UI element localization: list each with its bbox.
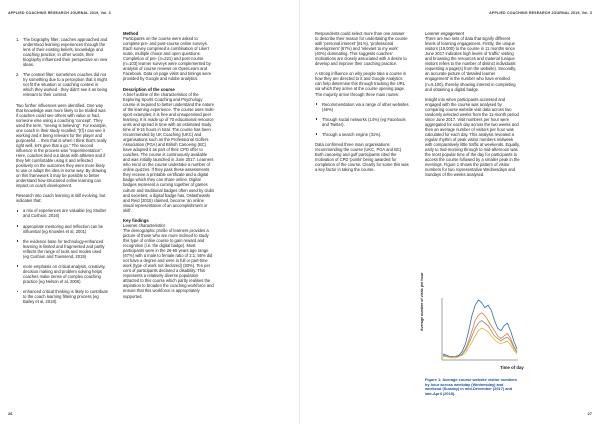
- bullet-icon: [316, 118, 318, 120]
- x-axis-label: Time of day: [500, 365, 524, 370]
- bullet-icon: [17, 240, 19, 242]
- paragraph: A strong influence on why people take a course is how they are directed to it and Google Analytics can help determine this through tracking the URL via which they arrive at the course opening page. The majority arrive through three main routes:: [315, 71, 406, 97]
- heading-method: Method: [123, 31, 139, 36]
- y-axis-label: Average number of visits per hour: [420, 272, 424, 331]
- paragraph: Data confirmed three main organisations recommending the course (UKC, PGA and BC). Both canoeing and golf participants cited the motivation of CPD 'points' being awarded for completion of the course. Clearly for some this was a key factor in taking the course.: [315, 141, 409, 173]
- paragraph: There are two sets of data that signify different levels of learning engagement. Firstly, the unique visitors (19,000) to the course in 11 months since June 2017 indicates high levels of 'traffic' visiting and browsing the resources and material (unique visitors refers to the number of distinct individuals requesting a page(s) from the website). Secondly, an accurate picture of 'detailed learner engagement' is the number who have enrolled (n=5,100), thereby showing interest in completing and obtaining a digital badge.: [425, 36, 517, 92]
- column-4: [425, 31, 520, 182]
- paragraph: Participants on the course were asked to complete pre- and post-course online surveys. Each survey comprised a combination of Likert scale, multiple choice and open questions. Completion of pre- (n=221) and post-course (n=103) learner surveys were complemented by analysis of course reviews on OpenLearn and Facebook. Data on page visits and timings were provided by Google and Adobe analytics.: [123, 36, 212, 82]
- list-item: more emphasis on critical analysis, creativity, decision making and problem solving helps coaches make sense of complex coaching practice (eg Nelson et al, 2006): [16, 264, 108, 284]
- column-3: [315, 31, 409, 177]
- paragraph: The demographic profile of learners provides a picture of those who are more inclined to study this type of online course to gain reward and recognition (i.e. the digital badge). Most participants were in the 26-55 years age range (67%) with a male to female ratio of 2:1; 55% did not have a degree and were in full or part-time work (type of work not declared) (83%). Ten per cent of participants declared a disability. This represents a relatively diverse population attracted to this course which partly realises the aspiration to broaden the coaching workforce and ensure that this workforce is appropriately supported.: [123, 227, 214, 299]
- bullet-icon: [316, 133, 318, 135]
- list-item: Through a search engine (31%).: [315, 132, 409, 137]
- list-item: the evidence base for technology-enhanced learning is limited and fragmented and partly reflects the range of tools and modes used (eg Cushion and Townsend, 2019): [16, 239, 108, 259]
- bullet-icon: [17, 225, 19, 227]
- research-bullets: [16, 208, 108, 304]
- page-number-left: 26: [8, 411, 13, 416]
- column-1: [16, 37, 108, 309]
- route-bullets: [315, 102, 409, 137]
- list-item: enhanced critical thinking is likely to contribute to the coach learning filtering process (eg Bailey et al, 2018).: [16, 289, 108, 304]
- bullet-icon: [17, 291, 19, 293]
- page-gutter: [299, 0, 300, 424]
- heading-findings: Key findings: [123, 217, 149, 223]
- subheading-learner-engagement: Learner engagement: [425, 31, 464, 36]
- chart-plot: [430, 296, 520, 364]
- running-header-left: APPLIED COACHING RESEARCH JOURNAL 2019, Vol. 3: [8, 11, 111, 15]
- subheading-learner-characteristics: Learner characteristics: [123, 222, 166, 228]
- list-item: Through social networks (14%) (eg Facebook and Twitter).: [315, 117, 409, 127]
- bullet-icon: [316, 103, 318, 105]
- figure-1-chart: [420, 272, 524, 372]
- bullet-icon: [17, 210, 19, 212]
- column-2: [123, 31, 215, 304]
- bullet-icon: [17, 265, 19, 267]
- series-line-3: [443, 321, 517, 357]
- list-item: appropriate mentoring and reflection can be influential (eg Knowles et al, 2001): [16, 224, 108, 234]
- list-item: a mix of experiences are valuable (eg Stodter and Cushion, 2016): [16, 208, 108, 218]
- filter-list: [16, 37, 108, 98]
- list-item: Recommendation via a range of other websites (46%): [315, 102, 409, 112]
- heading-description: Description of the course: [123, 86, 175, 92]
- series-line-2: [443, 313, 517, 358]
- running-header-right: APPLIED COACHING RESEARCH JOURNAL 2019, Vol. 3: [489, 11, 592, 15]
- paragraph: Research into coach learning is still evolving, but indicates that:: [16, 193, 106, 204]
- series-line-4: [443, 328, 517, 358]
- paragraph: Two further influences were identified. One way that knowledge was more likely to be trialled was if coaches could see others with value or had, someone else using a coaching 'concept'. They used the term, "seeing is believing". For example, one coach in their study recalled, "[If] I can see it working and it being relevant for the player and purposeful ... then that is when I think that's really right well, let's give that a go." The second influence in the process was "experimentation". Here, coaches tried out ideas with athletes and if they felt comfortable using it and reflected positively on the outcomes they were more likely to use or adapt the idea in some way. By drawing on this framework it may be possible to better understand how structured online learning can impact on coach development.: [16, 102, 107, 189]
- figure-caption: Figure 1: Average course website visitor numbers by hour across weekday (Wednesday) and weekend (Sunday) in mid-December (2017) and late-April (2018).: [425, 377, 518, 397]
- paragraph: A brief outline of the characteristics of the Exploring Sports Coaching and Psychology course is required to better understand the nature of the learning experience. The course uses multi-sport examples; it is free and unsupervised peer learning. It is made up of 70 educational resource units and spread in time with an estimated study time of 9-15 hours in total. The course has been recommended by UK Coaching (UKC) and organisations such as the Professional Golfers Association (PGA) and British Canoeing (BC) have adopted it as part of their CPD offer to coaches. The course is continuously available and was initially launched in June 2017. Learners who enrol on the course undertake a number of online quizzes. If they pass these assessments they receive a printable certificate and a digital badge which they can share online. Digital badges represent a coming together of games culture and traditional badges often used by clubs and societies; a digital badge has, Ostashewski and Reid (2015) claimed, become 'an online visual representation of an accomplishment or skill'.: [123, 91, 215, 213]
- series-line-1: [443, 300, 517, 356]
- list-item: 2. The context filter: sometimes coaches did not try something due to a perception that it might not fit the situation or coaching context in which they worked - they didn't see it as being relevant to their context.: [16, 72, 108, 98]
- paragraph: Respondents could select more than one answer to describe their reason for undertaking the course with 'personal interest' (81%), 'professional development' (67%) and 'relevant to my work' (40%) dominating. This suggests coaches' motivations are closely associated with a desire to develop and improve their coaching practice.: [315, 31, 408, 67]
- list-item: 1. The biography filter: coaches approached and understood learning experiences through the lens of their existing beliefs, knowledge and coaching practice; in other words, their biography influenced their perspective on new ideas.: [16, 37, 108, 68]
- paragraph: Insight into when participants accessed and engaged with the course was analysed by comparing course website visit data across two randomly selected weeks from the 11-month period since June 2017. Visit numbers per hour were aggregated for each day across the two weeks and then an average number of visitors per hour was calculated for each day. This analysis revealed a regular rhythm of peak visitor numbers midweek with comparatively little traffic at weekends. Equally, early to mid-morning through to mid-afternoon was the most popular time of the day for participants to access the course followed by a smaller peak in the evenings. Figure 1 shows the pattern of visitor numbers for two representative Wednesdays and Sundays of the weeks analysed.: [425, 96, 520, 178]
- page-number-right: 27: [587, 411, 592, 416]
